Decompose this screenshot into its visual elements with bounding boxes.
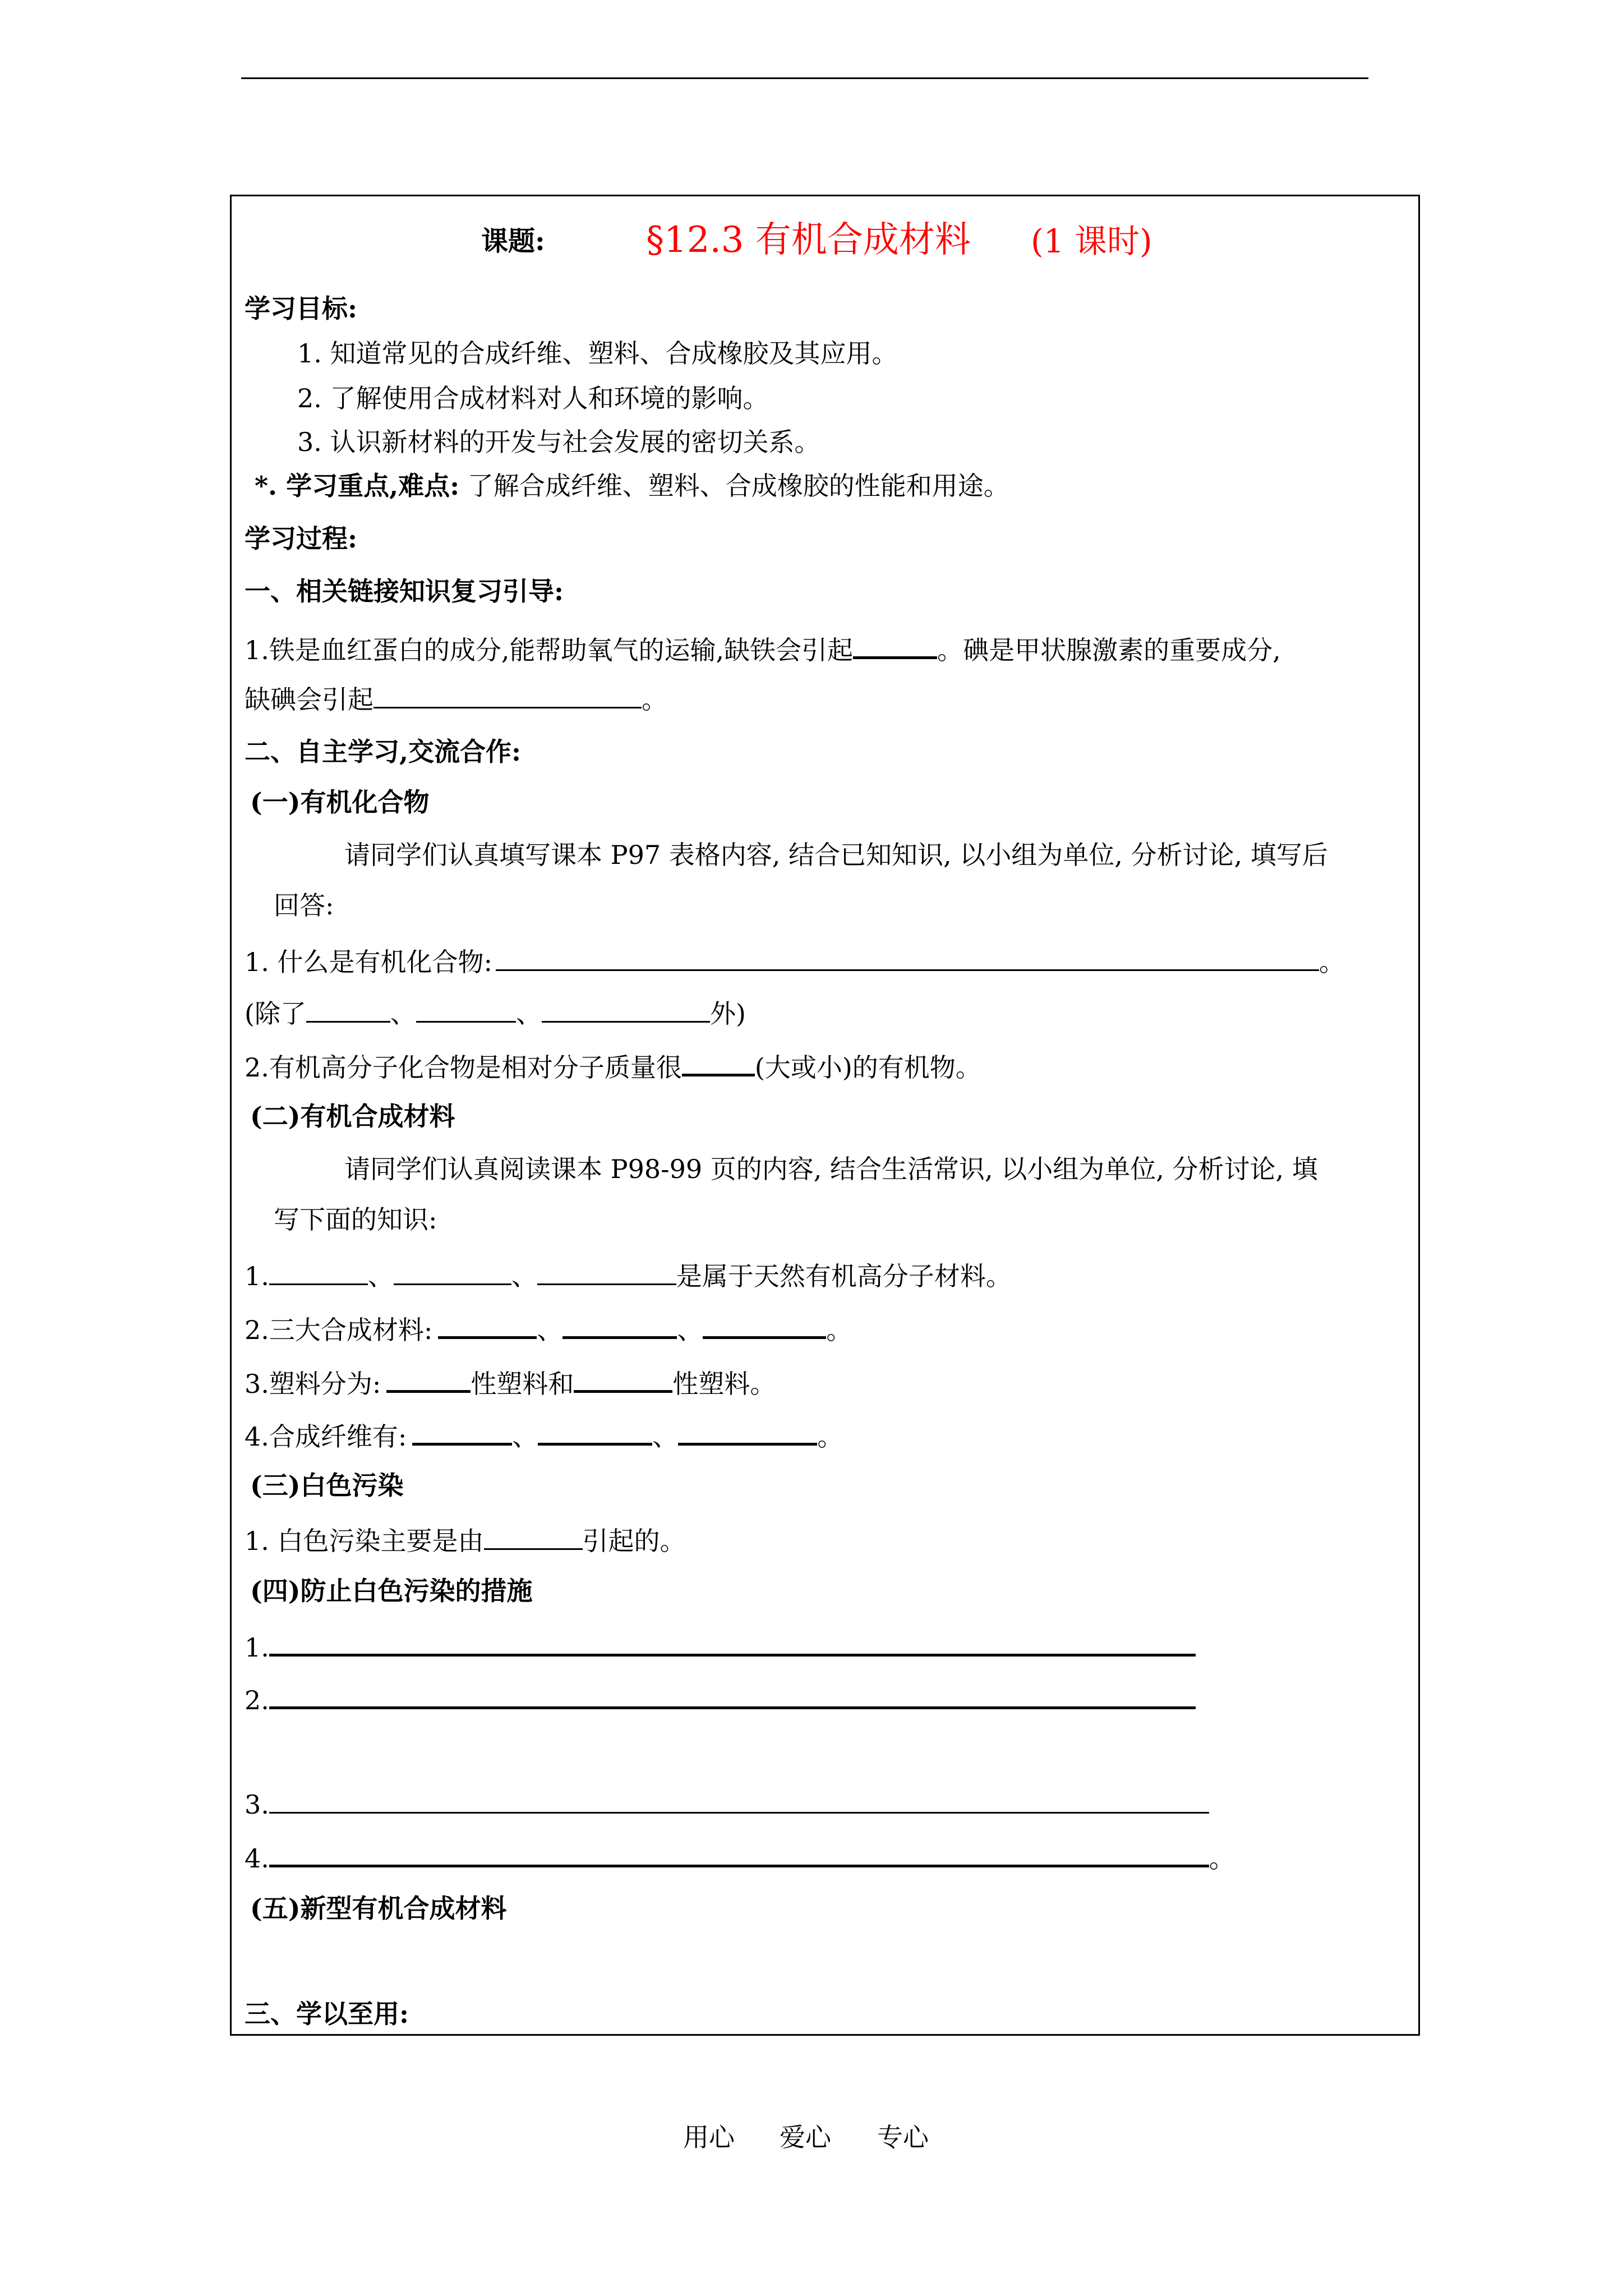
sub2-q3 [245, 1363, 776, 1401]
footer-text: 爱心 [780, 2122, 831, 2152]
sub1-q1 [245, 942, 1345, 979]
fill-blank[interactable] [538, 1416, 652, 1446]
question-text: 2. [245, 1685, 269, 1715]
sub2-intro-cont: 写下面的知识: [274, 1204, 437, 1235]
fill-blank[interactable] [562, 1309, 677, 1339]
fill-blank[interactable] [386, 1363, 471, 1393]
process-heading: 学习过程: [245, 523, 357, 554]
question-text: 性塑料和 [471, 1369, 574, 1399]
question-text: (除了 [245, 999, 306, 1029]
fill-blank[interactable] [574, 1363, 672, 1393]
fill-blank[interactable] [269, 1627, 1196, 1657]
fill-blank[interactable] [269, 1680, 1196, 1709]
question-text: 2.三大合成材料: [245, 1315, 433, 1345]
question-text: 、 [677, 1315, 703, 1345]
section1-heading: 一、相关链接知识复习引导: [245, 576, 564, 606]
question-text: 3. [245, 1789, 269, 1820]
sub2-intro: 请同学们认真阅读课本 P98-99 页的内容, 结合生活常识, 以小组为单位, 分析讨论, 填 [344, 1154, 1318, 1184]
question-text: 1. 白色污染主要是由 [245, 1526, 484, 1556]
sub1-q1-except [245, 994, 746, 1030]
question-text: 。 [642, 684, 667, 715]
section1-q1-line2 [245, 680, 667, 716]
question-text: 1. [245, 1261, 269, 1291]
fill-blank[interactable] [438, 1309, 537, 1339]
fill-blank[interactable] [269, 1257, 368, 1285]
page-title: §12.3 有机合成材料 [646, 219, 971, 261]
fill-blank[interactable] [537, 1257, 676, 1285]
question-text: 引起的。 [582, 1526, 686, 1556]
question-text: 、 [367, 1261, 394, 1291]
question-text: 4.合成纤维有: [245, 1421, 407, 1452]
sub5-heading: (五)新型有机合成材料 [250, 1893, 507, 1924]
question-text: 。 [826, 1315, 852, 1345]
question-text: 、 [515, 999, 542, 1029]
fill-blank[interactable] [269, 1838, 1209, 1867]
footer-text: 专心 [877, 2122, 929, 2152]
sub2-heading: (二)有机合成材料 [250, 1101, 455, 1131]
fill-blank[interactable] [269, 1785, 1209, 1814]
question-text: (大或小)的有机物。 [754, 1052, 981, 1083]
question-text: 1. [245, 1632, 269, 1663]
measure-line-2 [245, 1680, 1196, 1717]
fill-blank[interactable] [542, 994, 710, 1023]
sub1-intro-cont: 回答: [274, 890, 334, 921]
objective-item: 3. 认识新材料的开发与社会发展的密切关系。 [297, 427, 820, 457]
fill-blank[interactable] [306, 994, 390, 1023]
fill-blank-organic-compound-definition[interactable] [496, 942, 1319, 971]
sub2-q1 [245, 1257, 1012, 1293]
question-text: 、 [652, 1421, 679, 1452]
fill-blank-white-pollution-cause[interactable] [484, 1521, 583, 1550]
question-text: 1.铁是血红蛋白的成分,能帮助氧气的运输,缺铁会引起 [245, 635, 854, 665]
objective-item: 1. 知道常见的合成纤维、塑料、合成橡胶及其应用。 [297, 338, 898, 369]
question-text: 外) [709, 999, 746, 1029]
question-text: 。碘是甲状腺激素的重要成分, [937, 635, 1281, 665]
fill-blank-large-or-small[interactable] [682, 1047, 755, 1076]
fill-blank[interactable] [416, 994, 516, 1023]
measure-line-1 [245, 1627, 1196, 1664]
fill-blank[interactable] [703, 1309, 826, 1339]
title-label: 课题: [481, 226, 545, 257]
section2-heading: 二、自主学习,交流合作: [245, 737, 521, 767]
question-text: 4. [245, 1843, 269, 1874]
measure-line-3 [245, 1785, 1209, 1821]
key-points-line [255, 469, 1009, 503]
fill-blank[interactable] [412, 1416, 512, 1446]
question-text: 、 [390, 999, 416, 1029]
sub3-q1 [245, 1521, 686, 1558]
question-text: 是属于天然有机高分子材料。 [676, 1261, 1012, 1291]
footer-text: 用心 [683, 2122, 735, 2152]
fill-blank-iron-deficiency[interactable] [853, 629, 937, 659]
objective-item: 2. 了解使用合成材料对人和环境的影响。 [297, 383, 769, 413]
header-rule [241, 77, 1368, 79]
fill-blank[interactable] [394, 1257, 511, 1285]
question-text: 性塑料。 [672, 1369, 776, 1399]
question-text: 。 [817, 1421, 843, 1452]
question-text: 、 [511, 1261, 537, 1291]
key-points-label: *. 学习重点,难点: [255, 471, 460, 501]
title-class-hours: (1 课时) [1031, 222, 1152, 260]
question-text: 1. 什么是有机化合物: [245, 947, 493, 977]
question-text: 3.塑料分为: [245, 1369, 381, 1399]
section1-q1-line1 [245, 629, 1281, 667]
sub3-heading: (三)白色污染 [250, 1470, 404, 1501]
sub1-intro: 请同学们认真填写课本 P97 表格内容, 结合已知知识, 以小组为单位, 分析讨论, 填写后 [344, 840, 1328, 870]
question-text: 、 [537, 1315, 563, 1345]
key-points-text: 了解合成纤维、塑料、合成橡胶的性能和用途。 [467, 471, 1009, 501]
question-text: 。 [1319, 947, 1345, 977]
fill-blank[interactable] [678, 1416, 817, 1446]
fill-blank-iodine-deficiency[interactable] [374, 680, 642, 708]
sub4-heading: (四)防止白色污染的措施 [250, 1576, 533, 1606]
sub1-q2 [245, 1047, 981, 1084]
question-text: 2.有机高分子化合物是相对分子质量很 [245, 1052, 682, 1083]
sub2-q4 [245, 1416, 843, 1453]
sub2-q2 [245, 1309, 852, 1347]
question-text: 、 [512, 1421, 538, 1452]
question-text: 缺碘会引起 [245, 684, 374, 715]
sub1-heading: (一)有机化合物 [250, 787, 430, 817]
section3-heading: 三、学以至用: [245, 1999, 409, 2029]
question-text: 。 [1209, 1843, 1235, 1874]
measure-line-4 [245, 1838, 1235, 1875]
objectives-heading: 学习目标: [245, 293, 357, 324]
